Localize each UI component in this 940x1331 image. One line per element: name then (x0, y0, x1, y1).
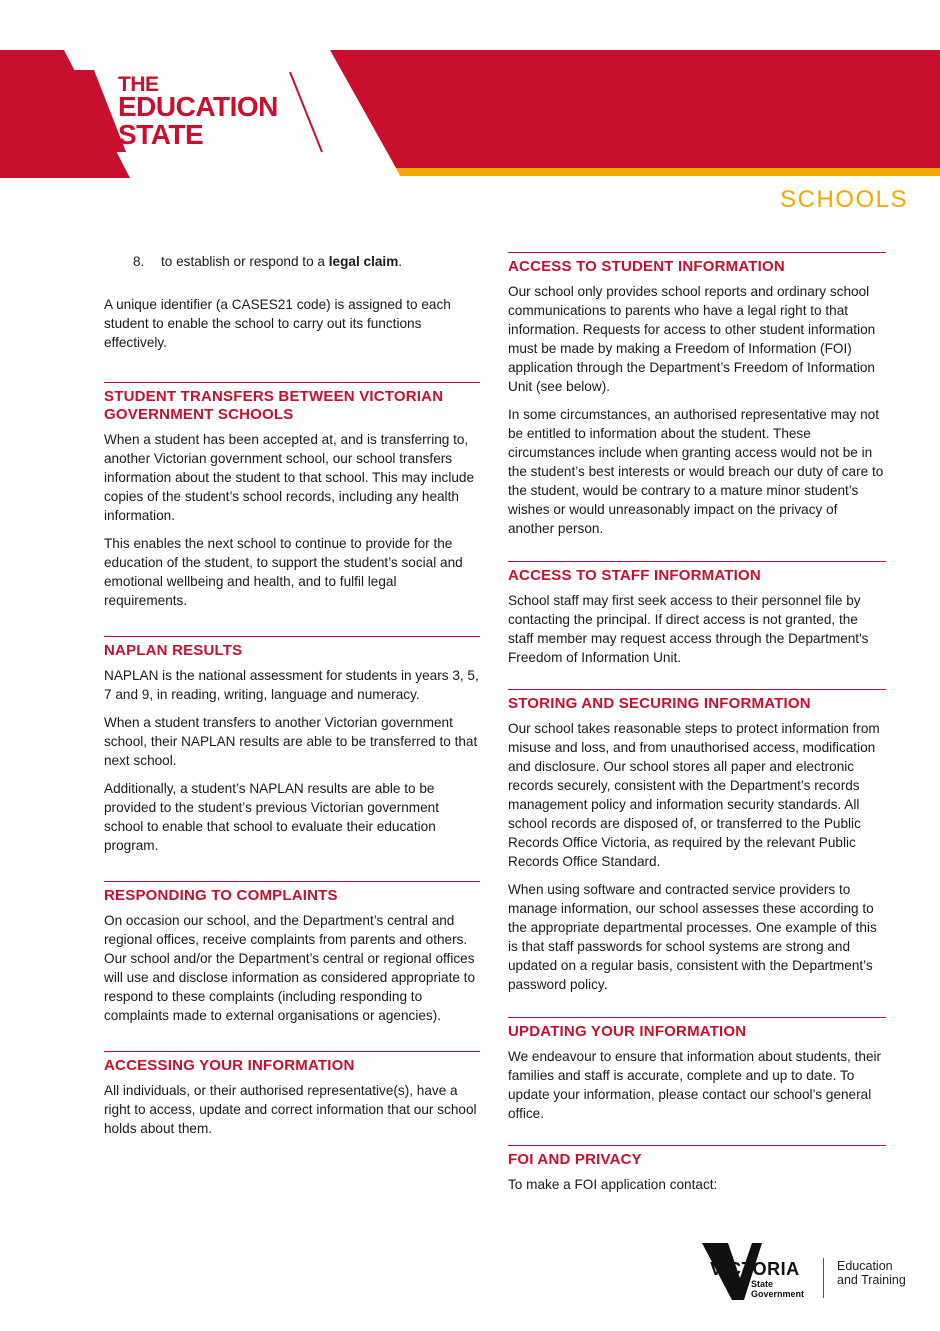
logo-line-state: STATE (118, 119, 204, 150)
section-paragraph: NAPLAN is the national assessment for students in years 3, 5, 7 and 9, in reading, writing, language and numeracy. (104, 668, 479, 702)
section-divider (104, 382, 480, 383)
section-heading: STORING AND SECURING INFORMATION (508, 695, 811, 712)
training-line: and Training (837, 1273, 906, 1287)
section-access-to-student-information (508, 252, 886, 538)
section-paragraph: When a student transfers to another Victorian government school, their NAPLAN results are able to be transferred to that next school. (104, 715, 478, 768)
cases21-paragraph: A unique identifier (a CASES21 code) is assigned to each student to enable the school to carry out its functions effectively. (104, 297, 451, 350)
section-paragraph: Our school takes reasonable steps to protect information from misuse and loss, and from unauthorised access, modification and disclosure. Our school stores all paper and electronic records securely, consistent with the Department’s records management policy and information security standards. All school records are disposed of, or transferred to the Public Records Office Victoria, as required by the relevant Public Records Office Standard. (508, 721, 880, 869)
section-heading: FOI AND PRIVACY (508, 1151, 642, 1168)
list-number: 8. (133, 254, 145, 269)
list-text-bold: legal claim (328, 254, 399, 269)
section-paragraph: This enables the next school to continue to provide for the education of the student, to support the student’s social and emotional wellbeing and health, and to fulfil legal requirements. (104, 536, 463, 608)
section-foi-and-privacy (508, 1145, 886, 1194)
footer-divider (823, 1258, 824, 1298)
section-access-to-staff-information (508, 561, 886, 667)
section-accessing-your-information (104, 1051, 480, 1138)
section-paragraph: When using software and contracted service providers to manage information, our school assesses these according to the appropriate departmental processes. One example of this is that staff passwords for school systems are strong and updated on a regular basis, consistent with the Department’s password policy. (508, 882, 877, 992)
section-paragraph: Additionally, a student’s NAPLAN results are able to be provided to the student’s previous Victorian government school to enable that school to evaluate their education program. (104, 781, 440, 853)
section-paragraph: On occasion our school, and the Department’s central and regional offices, receive complaints from parents and others. Our school and/or the Department’s central or regional offices will use and disclose information as considered appropriate to respond to these complaints (including responding to complaints made to external organisations or agencies). (104, 913, 476, 1023)
left-column (104, 252, 480, 1147)
section-paragraph: School staff may first seek access to their personnel file by contacting the principal. If direct access is not granted, the staff member may request access through the Department's Freedom of Information Unit. (508, 593, 869, 665)
state-government-text (751, 1279, 804, 1299)
list-text-before: to establish or respond to a (161, 254, 329, 269)
section-divider (104, 636, 480, 637)
section-heading: ACCESSING YOUR INFORMATION (104, 1057, 355, 1074)
section-divider (508, 689, 886, 690)
logo-line-education: EDUCATION (118, 91, 278, 122)
right-column (508, 252, 886, 1203)
section-paragraph: We endeavour to ensure that information about students, their families and staff is accurate, complete and up to date. To update your information, please contact our school’s general office. (508, 1049, 882, 1121)
education-line: Education (837, 1259, 893, 1273)
section-updating-your-information (508, 1017, 886, 1123)
section-heading: STUDENT TRANSFERS BETWEEN VICTORIAN GOVERNMENT SCHOOLS (104, 388, 444, 423)
state-line: State (751, 1279, 774, 1289)
education-and-training-text (837, 1259, 906, 1287)
section-paragraph: In some circumstances, an authorised representative may not be entitled to information about the student. These circumstances include when granting access would not be in the student’s best interests or would breach our duty of care to the student, would be contrary to a mature minor student’s wishes or would unreasonably impact on the privacy of another person. (508, 407, 884, 536)
section-divider (104, 1051, 480, 1052)
section-divider (508, 252, 886, 253)
section-paragraph: Our school only provides school reports and ordinary school communications to parents who have a legal right to that information. Requests for access to other student information must be made by making a Freedom of Information (FOI) application through the Department’s Freedom of Information Unit (see below). (508, 284, 876, 394)
section-paragraph: When a student has been accepted at, and is transferring to, another Victorian government school, our school transfers information about the student to that school. This may include copies of the student’s school records, including any health information. (104, 432, 475, 523)
section-naplan-results (104, 636, 480, 855)
section-heading: ACCESS TO STUDENT INFORMATION (508, 258, 785, 275)
section-divider (104, 881, 480, 882)
section-paragraph: All individuals, or their authorised representative(s), have a right to access, update and correct information that our school holds about them. (104, 1083, 477, 1136)
section-responding-to-complaints (104, 881, 480, 1025)
victoria-wordmark: VICTORIA (710, 1259, 800, 1279)
section-heading: NAPLAN RESULTS (104, 642, 243, 659)
section-paragraph: To make a FOI application contact: (508, 1177, 718, 1192)
section-heading: ACCESS TO STAFF INFORMATION (508, 567, 761, 584)
schools-label: SCHOOLS (780, 186, 908, 213)
government-line: Government (751, 1289, 805, 1299)
section-divider (508, 561, 886, 562)
section-heading: UPDATING YOUR INFORMATION (508, 1023, 747, 1040)
list-text-after: . (398, 254, 403, 269)
section-storing-and-securing-information (508, 689, 886, 994)
logo-line-the: THE (118, 73, 159, 96)
list-item-8 (133, 252, 480, 271)
section-heading: RESPONDING TO COMPLAINTS (104, 887, 338, 904)
section-divider (508, 1017, 886, 1018)
section-student-transfers (104, 382, 480, 610)
section-divider (508, 1145, 886, 1146)
